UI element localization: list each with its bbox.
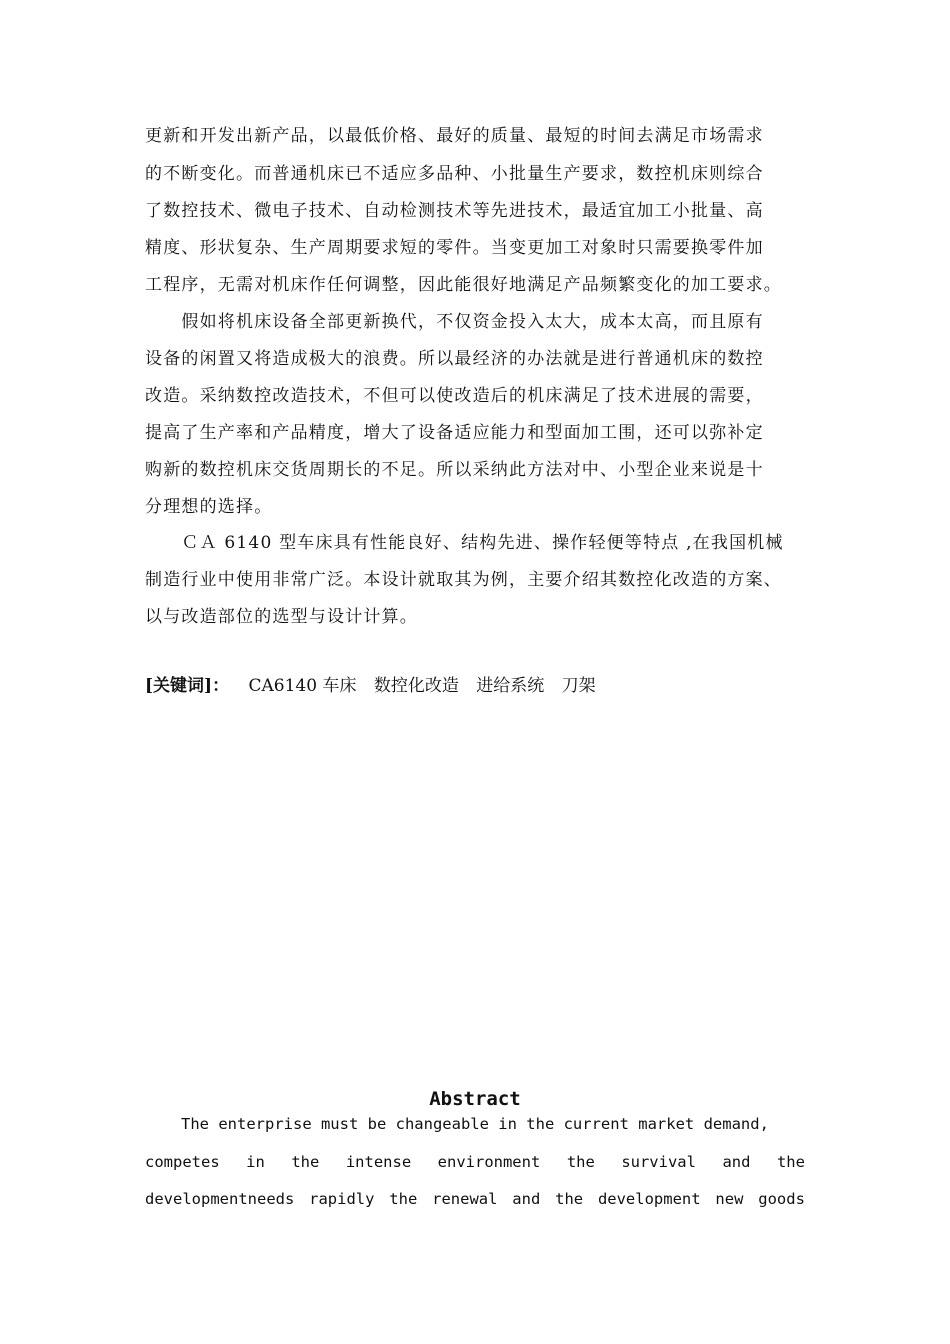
abstract-word: goods — [758, 1190, 805, 1208]
abstract-word: survival — [621, 1153, 696, 1171]
keyword-item: 数控化改造 — [373, 676, 459, 696]
abstract-word: renewal — [432, 1190, 498, 1208]
abstract-word: in — [246, 1153, 265, 1171]
abstract-word: competes — [145, 1153, 220, 1171]
body-text-line: 提高了生产率和产品精度，增大了设备适应能力和型面加工围，还可以弥补定 — [145, 423, 764, 443]
abstract-word: the — [555, 1190, 584, 1208]
abstract-word: the — [776, 1153, 805, 1171]
body-text-line: 改造。采纳数控改造技术，不但可以使改造后的机床满足了技术进展的需要， — [145, 386, 764, 406]
body-text-line: 了数控技术、微电子技术、自动检测技术等先进技术，最适宜加工小批量、高 — [145, 201, 764, 221]
abstract-word: environment — [437, 1153, 541, 1171]
abstract-word: rapidly — [309, 1190, 375, 1208]
body-text-line: 精度、形状复杂、生产周期要求短的零件。当变更加工对象时只需要换零件加 — [145, 238, 764, 258]
abstract-word: the — [291, 1153, 320, 1171]
keyword-item: 刀架 — [561, 676, 596, 696]
body-text-line: 设备的闲置又将造成极大的浪费。所以最经济的办法就是进行普通机床的数控 — [145, 349, 764, 369]
abstract-word: developmentneeds — [145, 1190, 295, 1208]
abstract-word: and — [722, 1153, 751, 1171]
body-text-line: 的不断变化。而普通机床已不适应多品种、小批量生产要求，数控机床则综合 — [145, 164, 764, 184]
keyword-item: CA6140 车床 — [248, 676, 357, 696]
body-text-line: 假如将机床设备全部更新换代，不仅资金投入太大，成本太高，而且原有 — [145, 312, 764, 332]
abstract-word: and — [512, 1190, 541, 1208]
abstract-text-line: The enterprise must be changeable in the current market demand, — [181, 1115, 769, 1133]
abstract-text-line — [145, 1152, 805, 1172]
body-text-line: ＣＡ 6140 型车床具有性能良好、结构先进、操作轻便等特点 ,在我国机械 — [145, 533, 784, 553]
body-text-line: 购新的数控机床交货周期长的不足。所以采纳此方法对中、小型企业来说是十 — [145, 460, 764, 480]
abstract-word: the — [389, 1190, 418, 1208]
abstract-word: intense — [345, 1153, 412, 1171]
abstract-text-line — [145, 1189, 805, 1209]
body-text-line: 分理想的选择。 — [145, 497, 273, 517]
keywords-line — [145, 676, 608, 696]
keywords-label: [关键词]： — [145, 676, 230, 696]
abstract-word: development — [597, 1190, 701, 1208]
body-text-line: 工程序，无需对机床作任何调整，因此能很好地满足产品频繁变化的加工要求。 — [145, 275, 782, 295]
abstract-word: the — [566, 1153, 595, 1171]
abstract-heading: Abstract — [429, 1088, 521, 1110]
body-text-line: 以与改造部位的选型与设计计算。 — [145, 607, 418, 627]
body-text-line: 制造行业中使用非常广泛。本设计就取其为例，主要介绍其数控化改造的方案、 — [145, 570, 782, 590]
body-text-line: 更新和开发出新产品，以最低价格、最好的质量、最短的时间去满足市场需求 — [145, 126, 764, 146]
keyword-item: 进给系统 — [476, 676, 545, 696]
abstract-word: new — [715, 1190, 744, 1208]
